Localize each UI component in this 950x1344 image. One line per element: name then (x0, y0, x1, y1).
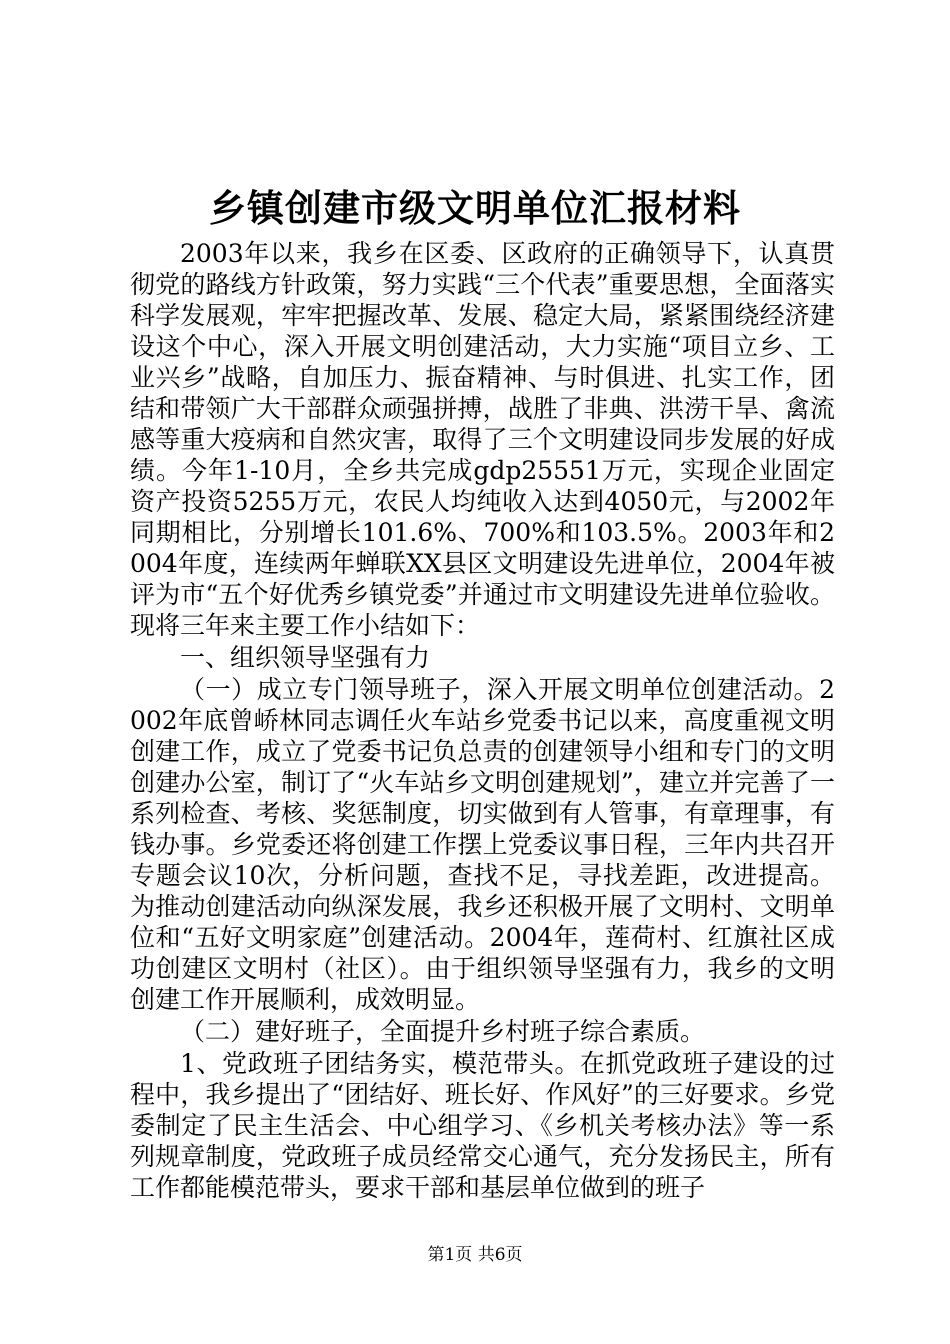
page-footer: 第1页 共6页 (427, 1245, 523, 1265)
section-heading-1: 一、组织领导坚强有力 (180, 643, 431, 672)
subsection-heading-2: （二）建好班子，全面提升乡村班子综合素质。 (180, 1017, 706, 1046)
paragraph-intro: 2003年以来，我乡在区委、区政府的正确领导下，认真贯彻党的路线方针政策，努力实践“三个代表”重要思想，全面落实科学发展观，牢牢把握改革、发展、稳定大局，紧紧围绕经济建设这个中心，深入开展文明创建活动，大力实施“项目立乡、工业兴乡”战略，自加压力、振奋精神、与时俱进、扎实工作，团结和带领广大干部群众顽强拼搏，战胜了非典、洪涝干旱、禽流感等重大疫病和自然灾害，取得了三个文明建设同步发展的好成绩。今年1-10月，全乡共完成gdp25551万元，实现企业固定资产投资5255万元，农民人均纯收入达到4050元，与2002年同期相比，分别增长101.6%、700%和103.5%。2003年和2004年度，连续两年蝉联XX县区文明建设先进单位，2004年被评为市“五个好优秀乡镇党委”并通过市文明建设先进单位验收。现将三年来主要工作小结如下： (130, 239, 835, 640)
paragraph-party-team: 1、党政班子团结务实，模范带头。在抓党政班子建设的过程中，我乡提出了“团结好、班长好、作风好”的三好要求。乡党委制定了民主生活会、中心组学习、《乡机关考核办法》等一系列规章制度，党政班子成员经常交心通气，充分发扬民主，所有工作都能模范带头，要求干部和基层单位做到的班子 (130, 1049, 835, 1202)
document-body (130, 238, 835, 1204)
paragraph-leadership: （一）成立专门领导班子，深入开展文明单位创建活动。2002年底曾峤林同志调任火车站乡党委书记以来，高度重视文明创建工作，成立了党委书记负总责的创建领导小组和专门的文明创建办公室，制订了“火车站乡文明创建规划”，建立并完善了一系列检查、考核、奖惩制度，切实做到有人管事，有章理事，有钱办事。乡党委还将创建工作摆上党委议事日程，三年内共召开专题会议10次，分析问题，查找不足，寻找差距，改进提高。为推动创建活动向纵深发展，我乡还积极开展了文明村、文明单位和“五好文明家庭”创建活动。2004年，莲荷村、红旗社区成功创建区文明村（社区）。由于组织领导坚强有力，我乡的文明创建工作开展顺利，成效明显。 (130, 675, 835, 1014)
document-title: 乡镇创建市级文明单位汇报材料 (209, 186, 741, 230)
